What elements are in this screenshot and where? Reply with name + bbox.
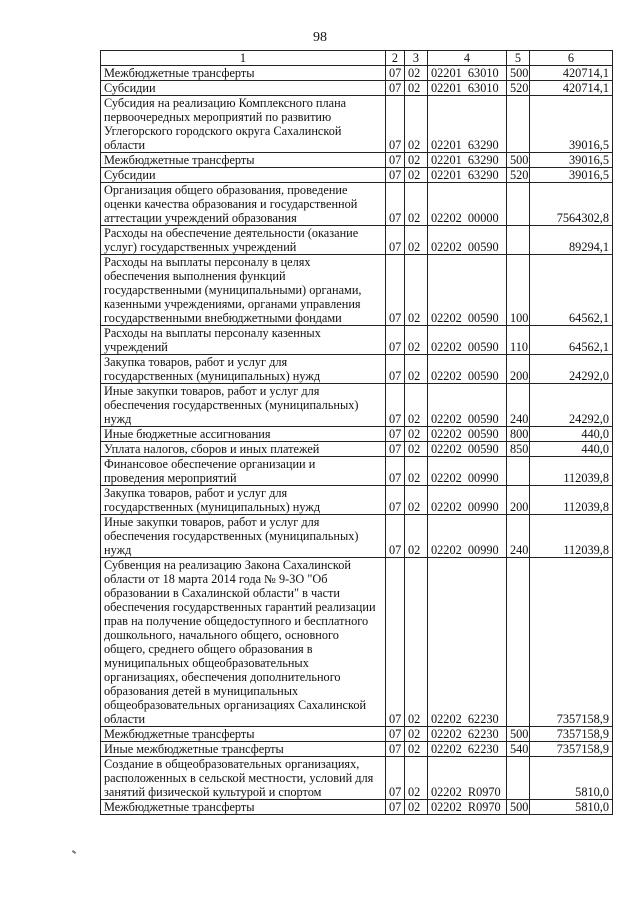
- row-name-cell: Субсидия на реализацию Комплексного плана первоочередных мероприятий по развитию Углегорского городского округа Сахалинской области: [101, 96, 386, 153]
- row-expense-type-cell: [507, 183, 530, 226]
- row-subsection-cell: 02: [405, 442, 428, 457]
- row-name-cell: Межбюджетные трансферты: [101, 153, 386, 168]
- row-expense-type-cell: [507, 226, 530, 255]
- row-name-cell: Субсидии: [101, 168, 386, 183]
- header-cell-target-article: 4: [428, 51, 507, 66]
- row-expense-type-cell: 200: [507, 355, 530, 384]
- row-name-cell: Межбюджетные трансферты: [101, 727, 386, 742]
- table-row: [101, 727, 613, 742]
- table-row: [101, 81, 613, 96]
- table-row: [101, 515, 613, 558]
- row-amount-cell: 420714,1: [530, 66, 613, 81]
- row-amount-cell: 5810,0: [530, 800, 613, 815]
- row-subsection-cell: 02: [405, 757, 428, 800]
- row-name-cell: Расходы на выплаты персоналу в целях обеспечения выполнения функций государственными (муниципальными) органами, казенными учреждениями, органами управления государственными внебюджетными фондами: [101, 255, 386, 326]
- row-amount-cell: 39016,5: [530, 153, 613, 168]
- row-amount-cell: 24292,0: [530, 384, 613, 427]
- table-row: [101, 326, 613, 355]
- row-section-cell: 07: [386, 757, 405, 800]
- table-row: [101, 355, 613, 384]
- row-amount-cell: 7357158,9: [530, 558, 613, 727]
- row-target-article-cell: 02202 62230: [428, 742, 507, 757]
- row-expense-type-cell: 850: [507, 442, 530, 457]
- row-expense-type-cell: 540: [507, 742, 530, 757]
- row-target-article-cell: 02202 00590: [428, 427, 507, 442]
- row-target-article-cell: 02201 63010: [428, 81, 507, 96]
- row-amount-cell: 7564302,8: [530, 183, 613, 226]
- row-expense-type-cell: 800: [507, 427, 530, 442]
- row-target-article-cell: 02201 63010: [428, 66, 507, 81]
- row-section-cell: 07: [386, 226, 405, 255]
- table-row: [101, 442, 613, 457]
- table-row: [101, 742, 613, 757]
- row-name-cell: Финансовое обеспечение организации и проведения мероприятий: [101, 457, 386, 486]
- table-body: [101, 66, 613, 815]
- row-subsection-cell: 02: [405, 168, 428, 183]
- row-target-article-cell: 02202 00990: [428, 457, 507, 486]
- table-row: [101, 153, 613, 168]
- row-name-cell: Расходы на обеспечение деятельности (оказание услуг) государственных учреждений: [101, 226, 386, 255]
- row-amount-cell: 7357158,9: [530, 742, 613, 757]
- row-subsection-cell: 02: [405, 800, 428, 815]
- row-amount-cell: 39016,5: [530, 168, 613, 183]
- table-row: [101, 66, 613, 81]
- row-name-cell: Организация общего образования, проведение оценки качества образования и государственной аттестации учреждений образования: [101, 183, 386, 226]
- row-target-article-cell: 02202 62230: [428, 558, 507, 727]
- row-amount-cell: 64562,1: [530, 255, 613, 326]
- row-name-cell: Субсидии: [101, 81, 386, 96]
- row-section-cell: 07: [386, 742, 405, 757]
- row-section-cell: 07: [386, 168, 405, 183]
- header-cell-expense-type: 5: [507, 51, 530, 66]
- row-subsection-cell: 02: [405, 457, 428, 486]
- table-row: [101, 457, 613, 486]
- row-expense-type-cell: 240: [507, 384, 530, 427]
- table-row: [101, 226, 613, 255]
- row-amount-cell: 39016,5: [530, 96, 613, 153]
- row-name-cell: Закупка товаров, работ и услуг для государственных (муниципальных) нужд: [101, 355, 386, 384]
- row-amount-cell: 7357158,9: [530, 727, 613, 742]
- row-subsection-cell: 02: [405, 558, 428, 727]
- table-row: [101, 800, 613, 815]
- row-name-cell: Иные закупки товаров, работ и услуг для обеспечения государственных (муниципальных) нужд: [101, 384, 386, 427]
- row-section-cell: 07: [386, 255, 405, 326]
- row-target-article-cell: 02202 00590: [428, 255, 507, 326]
- row-target-article-cell: 02201 63290: [428, 153, 507, 168]
- row-section-cell: 07: [386, 81, 405, 96]
- row-name-cell: Межбюджетные трансферты: [101, 800, 386, 815]
- table-row: [101, 427, 613, 442]
- table-row: [101, 96, 613, 153]
- row-expense-type-cell: 100: [507, 255, 530, 326]
- row-subsection-cell: 02: [405, 153, 428, 168]
- row-name-cell: Субвенция на реализацию Закона Сахалинской области от 18 марта 2014 года № 9-ЗО "Об образовании в Сахалинской области" в части обеспечения государственных гарантий реализации прав на получение общедоступного и бесплатного дошкольного, начального общего, основного общего, среднего общего образования в муниципальных общеобразовательных организациях, обеспечения дополнительного образования детей в муниципальных общеобразовательных организациях Сахалинской области: [101, 558, 386, 727]
- row-section-cell: 07: [386, 427, 405, 442]
- row-subsection-cell: 02: [405, 326, 428, 355]
- row-target-article-cell: 02202 R0970: [428, 757, 507, 800]
- row-target-article-cell: 02202 R0970: [428, 800, 507, 815]
- row-expense-type-cell: [507, 558, 530, 727]
- row-subsection-cell: 02: [405, 742, 428, 757]
- row-name-cell: Иные закупки товаров, работ и услуг для обеспечения государственных (муниципальных) нужд: [101, 515, 386, 558]
- row-section-cell: 07: [386, 384, 405, 427]
- row-subsection-cell: 02: [405, 81, 428, 96]
- header-cell-name: 1: [101, 51, 386, 66]
- row-section-cell: 07: [386, 183, 405, 226]
- row-target-article-cell: 02202 00990: [428, 486, 507, 515]
- table-row: [101, 757, 613, 800]
- row-amount-cell: 89294,1: [530, 226, 613, 255]
- row-section-cell: 07: [386, 515, 405, 558]
- row-target-article-cell: 02202 00590: [428, 355, 507, 384]
- row-amount-cell: 112039,8: [530, 515, 613, 558]
- row-section-cell: 07: [386, 486, 405, 515]
- row-subsection-cell: 02: [405, 226, 428, 255]
- row-name-cell: Закупка товаров, работ и услуг для государственных (муниципальных) нужд: [101, 486, 386, 515]
- table-row: [101, 168, 613, 183]
- row-section-cell: 07: [386, 558, 405, 727]
- table-row: [101, 255, 613, 326]
- row-target-article-cell: 02202 00000: [428, 183, 507, 226]
- row-expense-type-cell: 500: [507, 153, 530, 168]
- row-target-article-cell: 02201 63290: [428, 96, 507, 153]
- row-subsection-cell: 02: [405, 486, 428, 515]
- row-section-cell: 07: [386, 457, 405, 486]
- table-row: [101, 183, 613, 226]
- row-section-cell: 07: [386, 442, 405, 457]
- row-expense-type-cell: 520: [507, 81, 530, 96]
- row-expense-type-cell: 500: [507, 66, 530, 81]
- row-target-article-cell: 02202 00590: [428, 442, 507, 457]
- row-expense-type-cell: 110: [507, 326, 530, 355]
- scan-speck: [72, 850, 76, 854]
- row-section-cell: 07: [386, 66, 405, 81]
- page-number: 98: [313, 30, 327, 45]
- row-expense-type-cell: 500: [507, 727, 530, 742]
- row-subsection-cell: 02: [405, 427, 428, 442]
- header-cell-amount: 6: [530, 51, 613, 66]
- row-amount-cell: 112039,8: [530, 457, 613, 486]
- row-subsection-cell: 02: [405, 515, 428, 558]
- row-amount-cell: 440,0: [530, 427, 613, 442]
- table-row: [101, 486, 613, 515]
- row-expense-type-cell: 200: [507, 486, 530, 515]
- row-amount-cell: 112039,8: [530, 486, 613, 515]
- row-name-cell: Создание в общеобразовательных организациях, расположенных в сельской местности, условий для занятий физической культурой и спортом: [101, 757, 386, 800]
- row-section-cell: 07: [386, 153, 405, 168]
- row-section-cell: 07: [386, 326, 405, 355]
- row-name-cell: Межбюджетные трансферты: [101, 66, 386, 81]
- row-target-article-cell: 02202 00990: [428, 515, 507, 558]
- row-expense-type-cell: 240: [507, 515, 530, 558]
- row-subsection-cell: 02: [405, 66, 428, 81]
- row-subsection-cell: 02: [405, 183, 428, 226]
- row-expense-type-cell: [507, 96, 530, 153]
- row-name-cell: Уплата налогов, сборов и иных платежей: [101, 442, 386, 457]
- row-target-article-cell: 02202 62230: [428, 727, 507, 742]
- row-subsection-cell: 02: [405, 355, 428, 384]
- row-amount-cell: 440,0: [530, 442, 613, 457]
- row-section-cell: 07: [386, 727, 405, 742]
- table-row: [101, 384, 613, 427]
- table-row: [101, 558, 613, 727]
- row-subsection-cell: 02: [405, 727, 428, 742]
- row-section-cell: 07: [386, 355, 405, 384]
- row-expense-type-cell: 520: [507, 168, 530, 183]
- row-target-article-cell: 02202 00590: [428, 384, 507, 427]
- row-subsection-cell: 02: [405, 255, 428, 326]
- row-amount-cell: 64562,1: [530, 326, 613, 355]
- row-name-cell: Иные межбюджетные трансферты: [101, 742, 386, 757]
- header-row: [101, 51, 613, 66]
- row-amount-cell: 24292,0: [530, 355, 613, 384]
- row-target-article-cell: 02201 63290: [428, 168, 507, 183]
- row-expense-type-cell: [507, 757, 530, 800]
- row-name-cell: Иные бюджетные ассигнования: [101, 427, 386, 442]
- row-section-cell: 07: [386, 800, 405, 815]
- header-cell-section: 2: [386, 51, 405, 66]
- row-expense-type-cell: [507, 457, 530, 486]
- budget-table: [100, 50, 613, 815]
- row-target-article-cell: 02202 00590: [428, 226, 507, 255]
- header-cell-subsection: 3: [405, 51, 428, 66]
- row-subsection-cell: 02: [405, 384, 428, 427]
- row-amount-cell: 5810,0: [530, 757, 613, 800]
- row-name-cell: Расходы на выплаты персоналу казенных учреждений: [101, 326, 386, 355]
- row-target-article-cell: 02202 00590: [428, 326, 507, 355]
- row-section-cell: 07: [386, 96, 405, 153]
- row-subsection-cell: 02: [405, 96, 428, 153]
- row-expense-type-cell: 500: [507, 800, 530, 815]
- row-amount-cell: 420714,1: [530, 81, 613, 96]
